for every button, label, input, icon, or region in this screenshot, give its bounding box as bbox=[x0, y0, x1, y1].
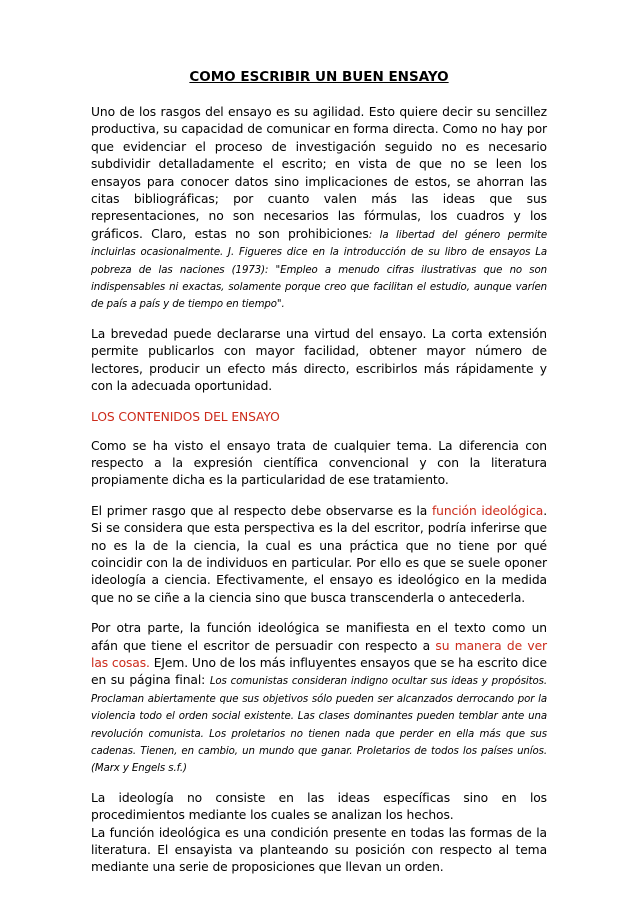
paragraph-funcion-ideologica bbox=[91, 503, 547, 607]
highlight-manera-de-ver: su manera de ver las cosas. bbox=[91, 638, 548, 670]
highlight-funcion-ideologica: función ideológica bbox=[431, 503, 544, 518]
marx-engels-quote: Los comunistas consideran indigno ocultar sus ideas y propósitos. Proclaman abiertamente que sus objetivos sólo pueden ser alcanzados derrocando por la violencia todo el orden social existente. Las clases dominantes pueden temblar ante una revolución comunista. Los proletarios no tienen nada que perder en ella más que sus cadenas. Tienen, en cambio, un mundo que ganar. Proletarios de todos los países uníos. (Marx y Engels s.f.) bbox=[91, 676, 547, 775]
paragraph-persuadir-before: Por otra parte, la función ideológica se manifiesta en el texto como un afán que tiene el escritor de persuadir con respecto a bbox=[91, 621, 547, 653]
paragraph-funcion-before: El primer rasgo que al respecto debe observarse es la bbox=[91, 503, 432, 518]
document-page bbox=[91, 68, 547, 877]
figueres-quote: : la libertad del género permite incluirlas ocasionalmente. J. Figueres dice en la introducción de su libro de ensayos La pobreza de las naciones (1973): "Empleo a menudo cifras ilustrativas que no son indispensables ni exactas, solamente porque creo que facilitan el estudio, aunque varíen de país a país y de tiempo en tiempo". bbox=[91, 229, 547, 311]
paragraph-agilidad bbox=[91, 104, 547, 313]
paragraph-persuadir bbox=[91, 620, 547, 777]
paragraph-tema: Como se ha visto el ensayo trata de cualquier tema. La diferencia con respecto a la expresión científica convencional y con la literatura propiamente dicha es la particularidad de ese tratamiento. bbox=[91, 438, 547, 488]
document-title: COMO ESCRIBIR UN BUEN ENSAYO bbox=[189, 69, 449, 85]
paragraph-agilidad-text: Uno de los rasgos del ensayo es su agilidad. Esto quiere decir su sencillez productiva, su capacidad de comunicar en forma directa. Como no hay por que evidenciar el proceso de investigación seguido no es necesario subdividir detalladamente el escrito; en vista de que no se leen los ensayos para conocer datos sino implicaciones de estos, se ahorran las citas bibliográficas; por cuanto valen más las ideas que sus representaciones, no son necesarios las fórmulas, los cuadros y los gráficos. Claro, estas no son prohibiciones bbox=[91, 105, 547, 241]
section-heading-contenidos: LOS CONTENIDOS DEL ENSAYO bbox=[91, 409, 280, 424]
paragraph-literatura: La función ideológica es una condición presente en todas las formas de la literatura. El ensayista va planteando su posición con respecto al tema mediante una serie de proposiciones que llevan un orden. bbox=[91, 825, 547, 875]
paragraph-ideologia: La ideología no consiste en las ideas específicas sino en los procedimientos mediante los cuales se analizan los hechos. bbox=[91, 790, 547, 823]
paragraph-funcion-after: . Si se considera que esta perspectiva es la del escritor, podría inferirse que no es la de la ciencia, la cual es una práctica que no tiene por qué coincidir con la de individuos en particular. Por ello es que se suele oponer ideología a ciencia. Efectivamente, el ensayo es ideológico en la medida que no se ciñe a la ciencia sino que busca transcenderla o antecederla. bbox=[91, 503, 548, 605]
paragraph-persuadir-after: EJem. Uno de los más influyentes ensayos que se ha escrito dice en su página final: bbox=[91, 655, 547, 688]
paragraph-brevedad: La brevedad puede declararse una virtud del ensayo. La corta extensión permite publicarlos con mayor facilidad, obtener mayor número de lectores, producir un efecto más directo, escribirlos más rápidamente y con la adecuada oportunidad. bbox=[91, 326, 547, 394]
